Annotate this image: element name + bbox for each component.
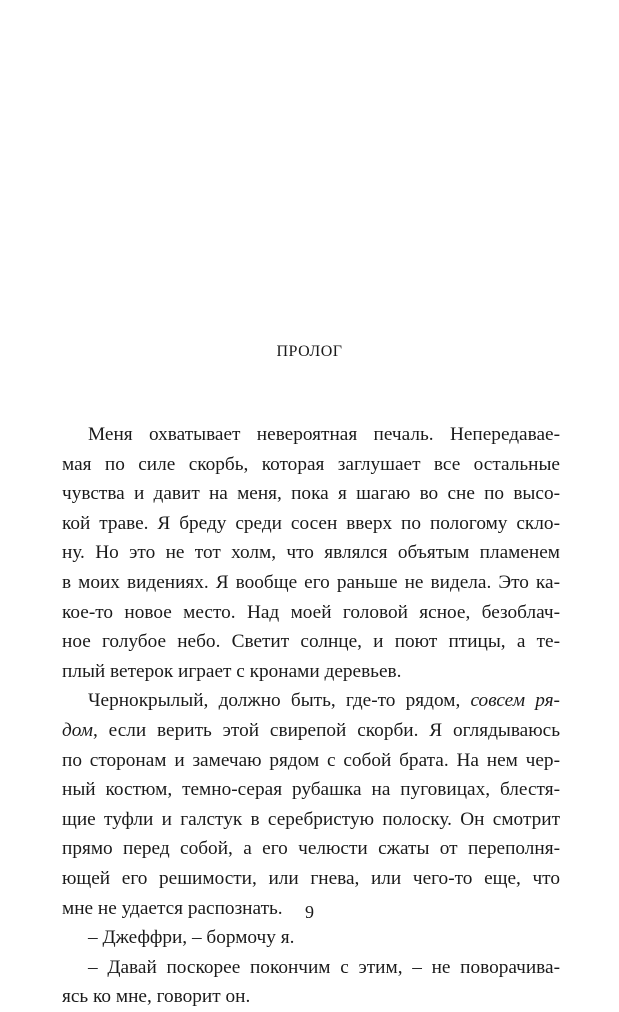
text-line: ну. Но это не тот холм, что являлся объятым пламенем <box>62 542 560 564</box>
paragraph <box>62 686 560 923</box>
paragraph <box>62 923 560 953</box>
paragraph <box>62 953 560 1012</box>
text-line: щие туфли и галстук в серебристую полоску. Он смотрит <box>62 808 560 830</box>
text-line: мая по силе скорбь, которая заглушает все остальные <box>62 453 560 475</box>
page-number: 9 <box>305 902 314 922</box>
text-line <box>62 716 560 746</box>
text-segment: , если верить этой свирепой скорби. Я оглядываюсь <box>92 719 560 741</box>
italic-segment: дом <box>62 719 93 741</box>
text-line: ное голубое небо. Светит солнце, и поют птицы, а те- <box>62 631 560 653</box>
text-line: ясь ко мне, говорит он. <box>62 986 251 1008</box>
text-line: кой траве. Я бреду среди сосен вверх по пологому скло- <box>62 512 560 534</box>
body-text <box>62 420 560 1012</box>
text-line: в моих видениях. Я вообще его раньше не видела. Это ка- <box>62 571 560 593</box>
dialogue-line: – Джеффри, – бормочу я. <box>88 927 295 949</box>
text-segment: Чернокрылый, должно быть, где-то рядом, <box>88 690 471 712</box>
text-line: мне не удается распознать. <box>62 897 283 919</box>
text-line: Меня охватывает невероятная печаль. Непередавае- <box>88 424 560 445</box>
text-line <box>62 686 560 716</box>
text-line: ющей его решимости, или гнева, или чего-то еще, что <box>62 867 560 889</box>
text-line: плый ветерок играет с кронами деревьев. <box>62 660 402 682</box>
italic-segment: совсем ря- <box>470 690 560 712</box>
text-line: прямо перед собой, а его челюсти сжаты от переполня- <box>62 838 560 860</box>
paragraph <box>62 420 560 686</box>
text-line: кое-то новое место. Над моей головой ясное, безоблач- <box>62 601 560 623</box>
text-line: чувства и давит на меня, пока я шагаю во сне по высо- <box>62 483 560 505</box>
dialogue-line: – Давай поскорее покончим с этим, – не поворачива- <box>88 956 560 978</box>
chapter-title: ПРОЛОГ <box>276 343 343 360</box>
text-line: по сторонам и замечаю рядом с собой брата. На нем чер- <box>62 749 560 771</box>
text-line: ный костюм, темно-серая рубашка на пуговицах, блестя- <box>62 779 560 801</box>
